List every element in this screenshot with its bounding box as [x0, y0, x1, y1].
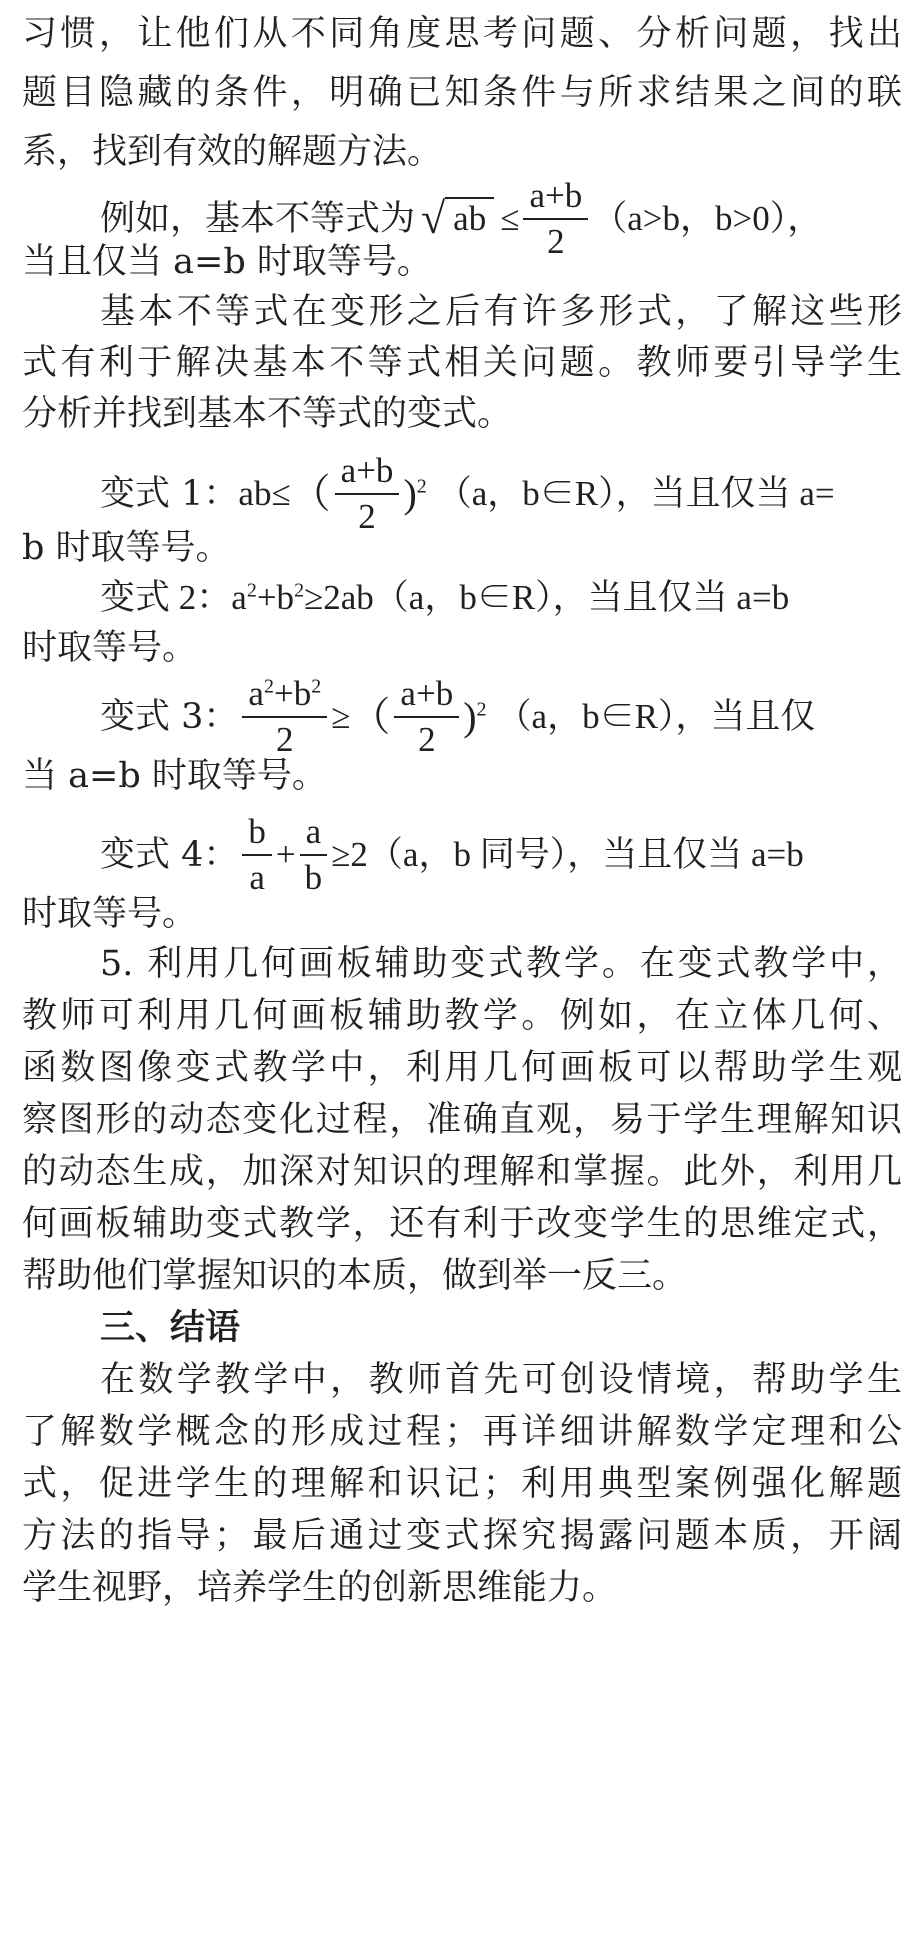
variant3-rparen: [463, 694, 487, 739]
variant1-tail: b 时取等号。: [22, 528, 231, 568]
example-prefix: 例如，基本不等式为: [100, 199, 416, 239]
conclusion-line2: 了解数学概念的形成过程；再详细讲解数学定理和公: [22, 1412, 902, 1452]
para5-line3: 函数图像变式教学中，利用几何画板可以帮助学生观: [22, 1048, 902, 1088]
variant1-rparen: [403, 471, 427, 516]
variant4-fraction1: [242, 810, 272, 900]
variant3-numerator2: a+b: [394, 672, 459, 718]
variant2-formula: [100, 578, 902, 618]
para1-line1: 习惯，让他们从不同角度思考问题、分析问题，找出: [22, 14, 902, 54]
variant1-exponent: 2: [416, 475, 427, 498]
variant1-fraction: [335, 449, 400, 539]
para1-line3: 系，找到有效的解题方法。: [22, 132, 443, 172]
variant3-denominator1: 2: [276, 720, 294, 759]
para5-line1: 5. 利用几何画板辅助变式教学。在变式教学中，: [100, 944, 902, 984]
variant3-tail: 当 a=b 时取等号。: [22, 756, 327, 796]
para2-line3: 分析并找到基本不等式的变式。: [22, 394, 513, 434]
para1-line2: 题目隐藏的条件，明确已知条件与所求结果之间的联: [22, 73, 902, 113]
variant2-a: a: [231, 578, 247, 617]
variant1-lhs: ab≤: [238, 474, 291, 513]
para5-line7: 帮助他们掌握知识的本质，做到举一反三。: [22, 1256, 688, 1296]
example-tail: 当且仅当 a=b 时取等号。: [22, 242, 432, 282]
variant4-label: 变式 4：: [100, 835, 239, 875]
variant1-numerator: a+b: [335, 449, 400, 495]
variant3-num-exp2: 2: [311, 675, 322, 698]
variant2-plus-b: +b: [256, 578, 295, 617]
variant2-exp1: 2: [246, 579, 257, 602]
para5-line5: 的动态生成，加深对知识的理解和掌握。此外，利用几: [22, 1152, 902, 1192]
section-heading: 三、结语: [100, 1307, 241, 1348]
variant4-formula: [100, 810, 902, 900]
variant3-denominator2: 2: [418, 720, 436, 759]
para2-line1: 基本不等式在变形之后有许多形式，了解这些形: [100, 292, 902, 332]
variant4-plus: +: [275, 835, 296, 874]
variant4-rest: ≥2（a，b 同号），当且仅当 a=b: [331, 835, 804, 874]
sqrt-arg: ab: [445, 197, 494, 239]
variant2-label: 变式 2：: [100, 578, 232, 617]
fraction-numerator: a+b: [523, 174, 588, 220]
variant4-fraction2: [300, 810, 328, 900]
variant4-tail: 时取等号。: [22, 894, 198, 934]
variant3-lparen: （: [350, 694, 391, 740]
variant3-label: 变式 3：: [100, 697, 239, 737]
variant3-fraction1: [242, 672, 327, 762]
variant1-condition: （a，b∈R），当且仅当 a=: [436, 474, 835, 513]
variant3-formula: [100, 672, 902, 762]
variant1-lparen: （: [290, 471, 331, 517]
variant3-num-plus-b: +b: [273, 674, 312, 713]
variant3-exponent: 2: [476, 698, 487, 721]
fraction-denominator: 2: [547, 222, 565, 261]
variant2-exp2: 2: [294, 579, 305, 602]
sqrt-ab: [421, 194, 494, 243]
para5-line2: 教师可利用几何画板辅助教学。例如，在立体几何、: [22, 996, 902, 1036]
variant3-rparen-char: ): [463, 694, 477, 739]
example-formula: [100, 176, 902, 261]
variant3-geq: ≥: [331, 697, 351, 736]
conclusion-line4: 方法的指导；最后通过变式探究揭露问题本质，开阔: [22, 1516, 902, 1556]
variant2-tail: 时取等号。: [22, 628, 198, 668]
variant4-numerator2: a: [300, 810, 328, 856]
variant3-num-a: a: [248, 674, 264, 713]
conclusion-line3: 式，促进学生的理解和识记；利用典型案例强化解题: [22, 1464, 902, 1504]
sqrt-sign: √: [421, 194, 446, 243]
para2-line2: 式有利于解决基本不等式相关问题。教师要引导学生: [22, 343, 902, 383]
variant3-condition: （a，b∈R），当且仅: [496, 697, 816, 736]
example-condition: （a>b，b>0），: [592, 199, 823, 238]
variant4-denominator2: b: [304, 858, 323, 897]
variant4-numerator1: b: [242, 810, 272, 856]
variant2-rest: ≥2ab（a，b∈R），当且仅当 a=b: [304, 578, 790, 617]
variant1-formula: [100, 450, 902, 538]
variant4-denominator1: a: [249, 858, 265, 897]
variant3-num-exp1: 2: [263, 675, 274, 698]
para5-line4: 察图形的动态变化过程，准确直观，易于学生理解知识: [22, 1100, 902, 1140]
para5-line6: 何画板辅助变式教学，还有利于改变学生的思维定式，: [22, 1204, 902, 1244]
conclusion-line5: 学生视野，培养学生的创新思维能力。: [22, 1568, 618, 1608]
variant1-denominator: 2: [358, 497, 376, 536]
leq-sign: ≤: [500, 199, 520, 238]
variant1-label: 变式 1：: [100, 474, 239, 514]
variant3-fraction2: [394, 672, 459, 762]
variant1-rparen-char: ): [403, 471, 417, 516]
variant3-numerator1: [242, 672, 327, 718]
conclusion-line1: 在数学教学中，教师首先可创设情境，帮助学生: [100, 1360, 902, 1400]
